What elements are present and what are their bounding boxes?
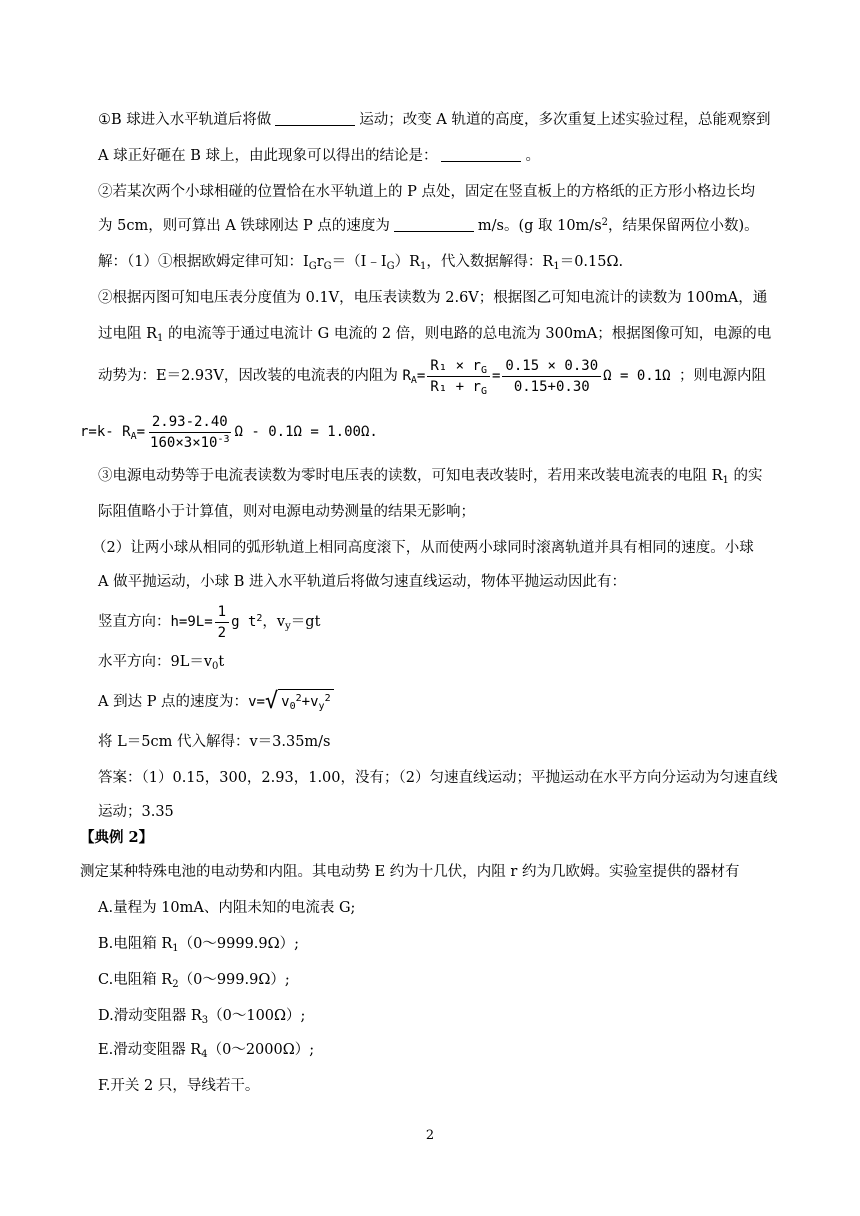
text: ，v: [262, 614, 286, 630]
text: 答案：（1）0.15，300，2.93，1.00，没有；（2）匀速直线运动；平抛运动在水平方向分运动为匀速直线: [98, 770, 778, 786]
radicand: [278, 689, 333, 715]
text: D.滑动变阻器 R: [98, 1008, 202, 1024]
text: 运动；改变 A 轨道的高度，多次重复上述实验过程，总能观察到: [359, 112, 771, 128]
text: ③电源电动势等于电流表读数为零时电压表的读数，可知电表改装时，若用来改装电流表的电阻 R: [98, 468, 723, 484]
text: 水平方向：9L＝v: [98, 654, 213, 670]
solution-line-10: [98, 600, 320, 644]
solution-line-1: [98, 252, 623, 272]
question-line-3: [98, 182, 755, 202]
fraction: [215, 603, 229, 642]
text: 将 L＝5cm 代入解得：v＝3.35m/s: [98, 734, 331, 750]
page-number: 2: [425, 1128, 435, 1143]
answer-blank: [441, 147, 521, 162]
radical-sign: √: [264, 689, 279, 714]
superscript: -3: [217, 433, 230, 445]
text: r: [316, 254, 324, 270]
text: t: [218, 654, 225, 670]
denominator: [147, 433, 232, 452]
solution-line-4: [98, 354, 766, 398]
internal-resistance-r-formula: r=k- $R_A=$ $\frac{2.93-2.40}{160\times 3\times 10^{-3}}$ Ω - 0.1Ω = 1.00Ω.: [80, 413, 378, 451]
equipment-d: [98, 1006, 305, 1026]
solution-line-11: [98, 652, 224, 672]
denominator: [427, 377, 490, 396]
text: Ω = 0.1Ω: [603, 368, 671, 384]
subscript: 4: [201, 1049, 208, 1060]
subscript: A: [130, 431, 137, 442]
subscript: 1: [157, 333, 164, 344]
subscript: 0: [212, 661, 219, 672]
subscript: 0: [289, 701, 296, 712]
square-root: [265, 689, 334, 715]
text: r=k- R: [80, 424, 131, 440]
solution-line-8: [92, 538, 754, 558]
subscript: G: [480, 385, 487, 397]
fraction: [147, 413, 232, 452]
text: R₁ × r: [430, 357, 481, 374]
velocity-formula: [248, 689, 334, 714]
text: 际阻值略小于计算值，则对电源电动势测量的结果无影响；: [98, 504, 475, 520]
fraction: [502, 357, 601, 396]
superscript: 2: [324, 693, 331, 704]
equipment-c: [98, 970, 290, 990]
equipment-f: F.开关 2 只，导线若干。: [98, 1078, 260, 1094]
subscript: 1: [722, 475, 729, 486]
text: Ω - 0.1Ω = 1.00Ω.: [234, 424, 378, 440]
superscript: 2: [601, 217, 609, 228]
question-line-1: [98, 110, 770, 130]
subscript: A: [410, 375, 417, 386]
text: ＝gt: [290, 614, 321, 630]
solution-line-2: [98, 288, 767, 308]
text: R: [402, 368, 411, 384]
text: m/s。(g 取 10m/s: [477, 218, 602, 234]
text: ，结果保留两位小数)。: [608, 218, 759, 234]
subscript: 1: [420, 261, 427, 272]
text: v=: [248, 694, 265, 710]
subscript: G: [480, 364, 487, 376]
vertical-motion-formula: [170, 603, 263, 641]
numerator: [427, 357, 490, 377]
text: （0～9999.9Ω）;: [178, 936, 300, 952]
text: 解：（1）①根据欧姆定律可知：I: [98, 254, 309, 270]
text: A 做平抛运动，小球 B 进入水平轨道后将做匀速直线运动，物体平抛运动因此有：: [98, 574, 626, 590]
text: ；则电源内阻: [679, 368, 766, 384]
text: h=9L=: [170, 614, 213, 630]
text: =: [491, 368, 501, 384]
text: ②若某次两个小球相碰的位置恰在水平轨道上的 P 点处，固定在竖直板上的方格纸的正方形小格边长均: [98, 184, 755, 200]
text: ＝0.15Ω.: [559, 254, 624, 270]
text: 的实: [728, 468, 763, 484]
denominator: 2: [217, 624, 227, 641]
text: v: [281, 694, 290, 710]
text: （2）让两小球从相同的弧形轨道上相同高度滚下，从而使两小球同时滚离轨道并具有相同的速度。小球: [92, 540, 754, 556]
solution-line-7: [98, 502, 475, 522]
subscript: 1: [553, 261, 560, 272]
text: A 到达 P 点的速度为：: [98, 694, 249, 710]
subscript: G: [323, 261, 332, 272]
equipment-a: A.量程为 10mA、内阻未知的电流表 G;: [98, 900, 356, 916]
internal-resistance-formula: [402, 357, 679, 397]
text: （0～2000Ω）;: [207, 1042, 315, 1058]
text: ，代入数据解得：R: [426, 254, 554, 270]
numerator: 1: [215, 603, 229, 623]
text: E.滑动变阻器 R: [98, 1042, 202, 1058]
text: 的电流等于通过电流计 G 电流的 2 倍，则电路的总电流为 300mA；根据图像可知，电源的电: [163, 326, 772, 342]
numerator: 2.93-2.40: [149, 413, 231, 433]
text: 动势为：E＝2.93V，因改装的电流表的内阻为: [98, 368, 398, 384]
equipment-b: [98, 934, 299, 954]
text: ）R: [394, 254, 421, 270]
subscript: 3: [201, 1015, 209, 1026]
equipment-e: [98, 1040, 314, 1060]
text: +v: [301, 694, 319, 710]
numerator: 0.15 × 0.30: [502, 357, 601, 377]
fraction: [427, 357, 490, 396]
text: C.电阻箱 R: [98, 972, 173, 988]
subscript: G: [386, 261, 395, 272]
solution-line-9: [98, 572, 626, 592]
text: 运动；3.35: [98, 804, 174, 820]
text: A 球正好砸在 B 球上，由此现象可以得出的结论是：: [98, 148, 438, 164]
text: ＝（I﹣I: [331, 254, 387, 270]
text: ②根据丙图可知电压表分度值为 0.1V，电压表读数为 2.6V；根据图乙可知电流计的读数为 100mA，通: [98, 290, 768, 306]
solution-line-3: [98, 324, 771, 344]
text: R₁ + r: [430, 378, 481, 395]
text: 为 5cm，则可算出 A 铁球刚达 P 点的速度为: [98, 218, 390, 234]
denominator: 0.15+0.30: [513, 378, 590, 395]
text: （0～100Ω）;: [208, 1008, 306, 1024]
solution-line-6: [98, 466, 763, 486]
text: ①B 球进入水平轨道后将做: [98, 112, 272, 128]
answer-line-1: [98, 768, 777, 788]
text: g t: [231, 614, 257, 630]
answer-blank: [394, 217, 474, 232]
subscript: y: [285, 621, 291, 632]
superscript: 2: [256, 613, 263, 624]
text: 过电阻 R: [98, 326, 158, 342]
subscript: y: [318, 701, 325, 712]
question-line-2: [98, 146, 540, 166]
subscript: 2: [172, 979, 179, 990]
solution-line-13: [98, 732, 331, 752]
question-line-4: [98, 216, 759, 236]
example-heading: 【典例 2】: [80, 829, 154, 846]
text: 竖直方向：: [98, 614, 171, 630]
text: （0～999.9Ω）;: [178, 972, 290, 988]
answer-line-2: [98, 802, 174, 822]
solution-line-5: [80, 410, 378, 454]
text: =: [416, 368, 426, 384]
text: B.电阻箱 R: [98, 936, 173, 952]
subscript: 1: [172, 943, 179, 954]
subscript: G: [308, 261, 317, 272]
superscript: 2: [295, 693, 302, 704]
text: 160×3×10: [150, 434, 218, 451]
example-intro: 测定某种特殊电池的电动势和内阻。其电动势 E 约为十几伏，内阻 r 约为几欧姆。实验室提供的器材有: [80, 864, 740, 880]
solution-line-12: [98, 682, 334, 722]
text: 。: [525, 148, 540, 164]
answer-blank: [275, 111, 355, 126]
